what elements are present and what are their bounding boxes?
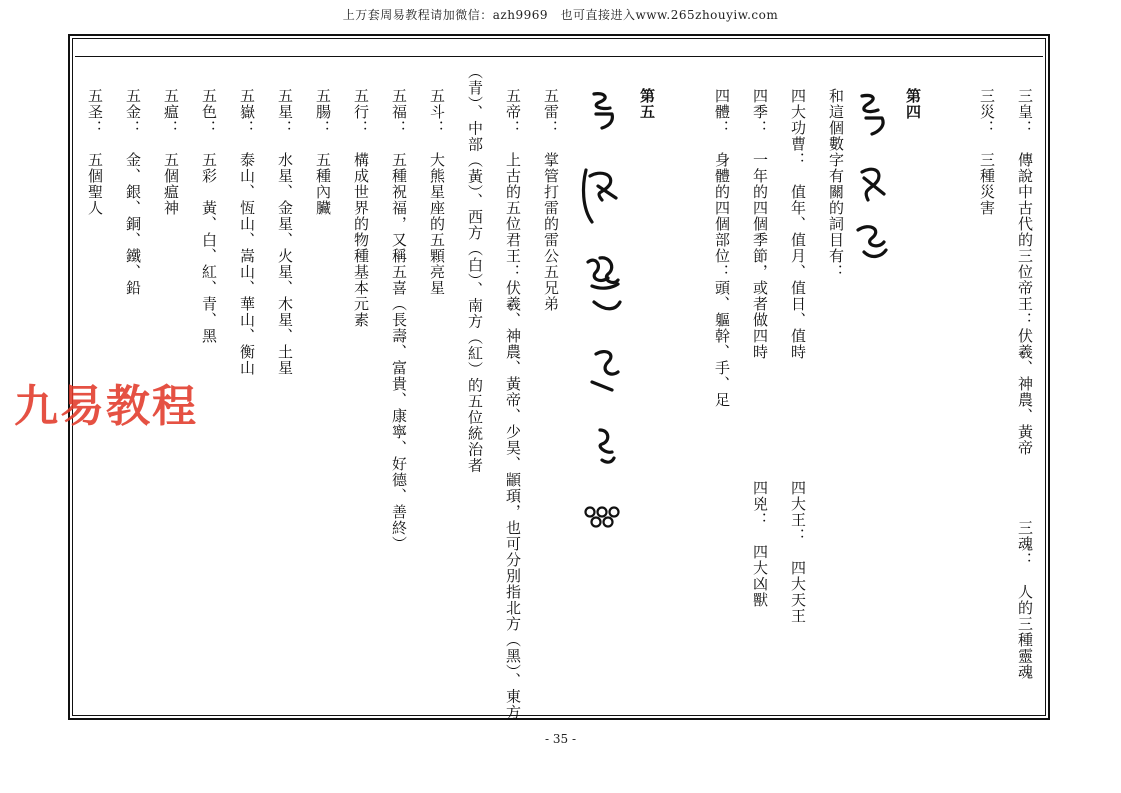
ancient-five-glyph-icon xyxy=(572,90,632,540)
entry-wu-di-continued: （青）、中部（黃）、西方（白）、南方（紅）的五位統治者 xyxy=(466,64,484,474)
entry-wu-lei: 五雷： 掌管打雷的雷公五兄弟 xyxy=(542,88,560,312)
page-number: - 35 - xyxy=(544,732,576,746)
section-heading-four: 第四 xyxy=(904,88,922,120)
top-rule xyxy=(75,56,1043,57)
entry-si-da-gong-cao: 四大功曹： 值年、值月、值日、值時 xyxy=(789,88,807,360)
intro-line: 和這個數字有關的詞目有： xyxy=(827,88,845,280)
entry-si-xiong: 四兇： 四大凶獸 xyxy=(751,480,769,608)
entry-wu-wen: 五瘟： 五個瘟神 xyxy=(162,88,180,216)
entry-san-zai: 三災： 三種災害 xyxy=(978,88,996,216)
entry-wu-fu: 五福： 五種祝福，又稱五喜（長壽、富貴、康寧、好德、善終） xyxy=(390,88,408,552)
entry-wu-xing: 五行： 構成世界的物種基本元素 xyxy=(352,88,370,328)
entry-wu-jin: 五金： 金、銀、銅、鐵、鉛 xyxy=(124,88,142,296)
entry-wu-xing-planets: 五星： 水星、金星、火星、木星、土星 xyxy=(276,88,294,376)
entry-wu-sheng: 五圣： 五個聖人 xyxy=(86,88,104,216)
entry-san-huang: 三皇： 傳說中古代的三位帝王：伏羲、神農、黃帝 xyxy=(1016,88,1034,456)
watermark-logo: 九易教程 xyxy=(14,381,198,432)
entry-wu-dou: 五斗： 大熊星座的五顆亮星 xyxy=(428,88,446,296)
entry-san-hun: 三魂： 人的三種靈魂 xyxy=(1016,520,1034,680)
entry-si-ti: 四體： 身體的四個部位：頭、軀幹、手、足 xyxy=(713,88,731,408)
page-header-banner: 上万套周易教程请加微信：azh9969 也可直接进入www.265zhouyiw.com xyxy=(342,8,779,22)
entry-wu-di: 五帝： 上古的五位君王：伏羲、神農、黃帝、少昊、顓頊，也可分別指北方（黑）、東方 xyxy=(504,88,522,721)
entry-si-ji: 四季： 一年的四個季節，或者做四時 xyxy=(751,88,769,360)
entry-wu-se: 五色： 五彩 黃、白、紅、青、黑 xyxy=(200,88,218,344)
ancient-four-glyph-icon xyxy=(842,90,902,280)
entry-si-da-wang: 四大王： 四大天王 xyxy=(789,480,807,624)
entry-wu-chang: 五腸： 五種內臟 xyxy=(314,88,332,216)
section-heading-five: 第五 xyxy=(638,88,656,120)
entry-wu-yue: 五嶽： 泰山、恆山、嵩山、華山、衡山 xyxy=(238,88,256,376)
